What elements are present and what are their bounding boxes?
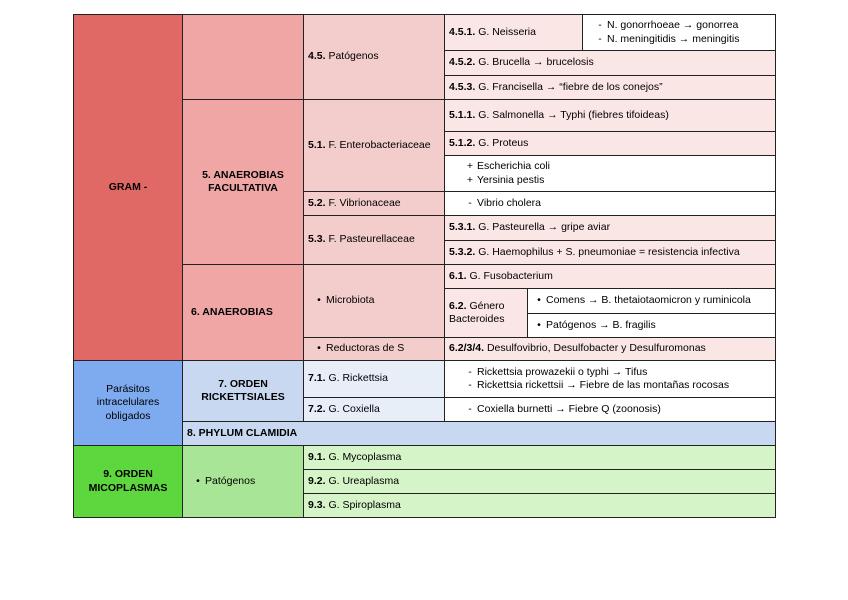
pathogens-9-cell: • Patógenos — [182, 445, 304, 518]
pasteurellaceae-cell: 5.3. F. Pasteurellaceae — [303, 215, 445, 265]
bacteroides-pathogens-cell: • Patógenos → B. fragilis — [527, 313, 776, 338]
vibrio-species-cell: - Vibrio cholera — [444, 191, 776, 216]
francisella-row: 4.5.3. G. Francisella → “fiebre de los conejos” — [444, 75, 776, 100]
entero-species-cell: + Escherichia coli + Yersinia pestis — [444, 155, 776, 192]
anaerobes-cell: 6. ANAEROBIAS — [182, 264, 304, 361]
microbiota-cell: • Microbiota — [303, 264, 445, 338]
fusobacterium-row: 6.1. G. Fusobacterium — [444, 264, 776, 289]
sulfur-reducers-cell: • Reductoras de S — [303, 337, 445, 361]
enterobacteriaceae-cell: 5.1. F. Enterobacteriaceae — [303, 99, 445, 192]
coxiella-species-cell: - Coxiella burnetti → Fiebre Q (zoonosis) — [444, 397, 776, 422]
bacteroides-cell: 6.2. Género Bacteroides — [444, 288, 528, 338]
pathogens-45-cell: 4.5. Patógenos — [303, 14, 445, 100]
gram-negative-cell: GRAM - — [73, 14, 183, 361]
salmonella-row: 5.1.1. G. Salmonella → Typhi (fiebres tifoideas) — [444, 99, 776, 132]
pasteurella-row: 5.3.1. G. Pasteurella → gripe aviar — [444, 215, 776, 241]
vibrionaceae-cell: 5.2. F. Vibrionaceae — [303, 191, 445, 216]
spiroplasma-row: 9.3. G. Spiroplasma — [303, 493, 776, 518]
neisseria-species-cell: - N. gonorrhoeae → gonorrea - N. meningitidis → meningitis — [582, 14, 776, 51]
mycoplasma-order-cell: 9. ORDEN MICOPLASMAS — [73, 445, 183, 518]
ureaplasma-row: 9.2. G. Ureaplasma — [303, 469, 776, 494]
clamidia-row: 8. PHYLUM CLAMIDIA — [182, 421, 776, 446]
gram-neg-empty-cell — [182, 14, 304, 100]
proteus-row: 5.1.2. G. Proteus — [444, 131, 776, 156]
rickettsia-genus-cell: 7.1. G. Rickettsia — [303, 360, 445, 398]
desulfo-row: 6.2/3/4. Desulfovibrio, Desulfobacter y Desulfuromonas — [444, 337, 776, 361]
facultative-anaerobes-cell: 5. ANAEROBIAS FACULTATIVA — [182, 99, 304, 265]
comens-cell: • Comens → B. thetaiotaomicron y ruminicola — [527, 288, 776, 314]
coxiella-genus-cell: 7.2. G. Coxiella — [303, 397, 445, 422]
mycoplasma-row: 9.1. G. Mycoplasma — [303, 445, 776, 470]
haemophilus-row: 5.3.2. G. Haemophilus + S. pneumoniae = resistencia infectiva — [444, 240, 776, 265]
rickettsia-species-cell: - Rickettsia prowazekii o typhi → Tifus - Rickettsia rickettsii → Fiebre de las montañas rocosas — [444, 360, 776, 398]
brucella-row: 4.5.2. G. Brucella → brucelosis — [444, 50, 776, 76]
neisseria-cell: 4.5.1. G. Neisseria — [444, 14, 583, 51]
rickettsiales-cell: 7. ORDEN RICKETTSIALES — [182, 360, 304, 422]
parasites-cell: Parásitos intracelulares obligados — [73, 360, 183, 446]
